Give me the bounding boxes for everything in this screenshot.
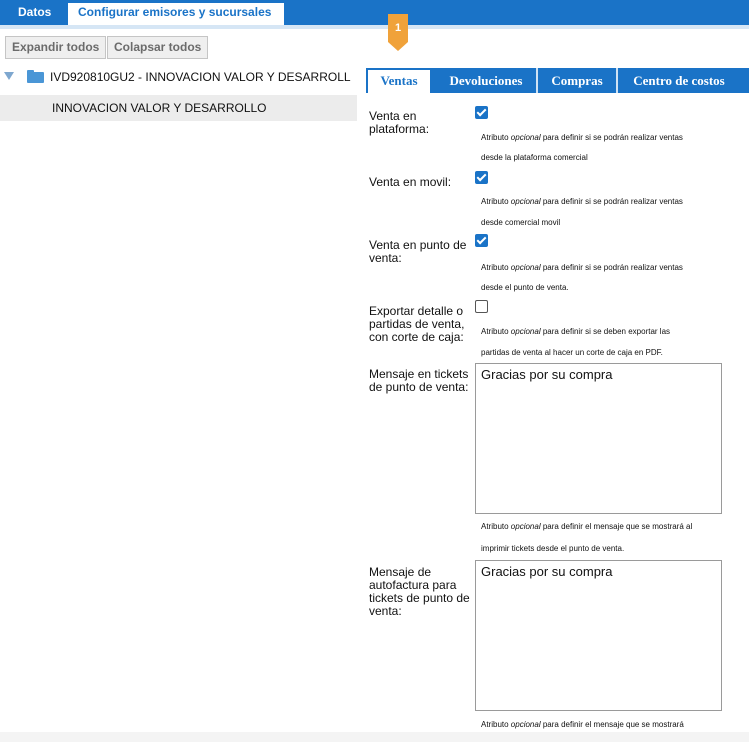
top-tab-bar-underline (0, 25, 749, 29)
mensaje-tickets-textarea[interactable]: Gracias por su compra (475, 363, 722, 514)
venta-plataforma-hint: Atributo opcional para definir si se podrán realizar ventas (481, 133, 683, 142)
tab-devoluciones[interactable]: Devoluciones (449, 73, 523, 88)
tree-node-root-label: IVD920810GU2 - INNOVACION VALOR Y DESARROLL (50, 70, 351, 84)
mensaje-autofactura-hint: Atributo opcional para definir el mensaje que se mostrará (481, 720, 684, 729)
chevron-down-icon[interactable] (4, 72, 14, 80)
venta-movil-checkbox[interactable] (475, 171, 488, 184)
collapse-all-button[interactable]: Colapsar todos (107, 36, 208, 59)
tab-centro-de-costos[interactable]: Centro de costos (633, 73, 725, 88)
callout-marker-number: 1 (394, 22, 402, 34)
mensaje-autofactura-textarea[interactable]: Gracias por su compra (475, 560, 722, 711)
venta-punto-checkbox[interactable] (475, 234, 488, 247)
tree-node-child[interactable] (0, 95, 357, 121)
mensaje-tickets-hint: Atributo opcional para definir el mensaje que se mostrará al (481, 522, 693, 531)
tab-configurar-emisores[interactable]: Configurar emisores y sucursales (68, 0, 284, 25)
folder-icon (27, 70, 44, 83)
tab-compras[interactable]: Compras (551, 73, 603, 88)
venta-plataforma-label: Venta en plataforma: (369, 109, 430, 136)
bottom-strip (0, 732, 749, 742)
exportar-detalle-hint-2: partidas de venta al hacer un corte de caja en PDF. (481, 348, 663, 357)
venta-punto-label: Venta en punto de venta: (369, 238, 467, 265)
expand-all-button[interactable]: Expandir todos (5, 36, 106, 59)
venta-punto-hint: Atributo opcional para definir si se podrán realizar ventas (481, 263, 683, 272)
mensaje-autofactura-label: Mensaje de autofactura para tickets de punto de venta: (369, 565, 470, 618)
exportar-detalle-hint: Atributo opcional para definir si se deben exportar las (481, 327, 671, 336)
venta-movil-hint: Atributo opcional para definir si se podrán realizar ventas (481, 197, 683, 206)
exportar-detalle-checkbox[interactable] (475, 300, 488, 313)
venta-plataforma-checkbox[interactable] (475, 106, 488, 119)
venta-movil-label: Venta en movil: (369, 175, 452, 189)
mensaje-tickets-label: Mensaje en tickets de punto de venta: (369, 367, 469, 394)
mensaje-tickets-hint-2: imprimir tickets desde el punto de venta. (481, 544, 625, 553)
tab-ventas[interactable]: Ventas (366, 68, 432, 93)
exportar-detalle-label: Exportar detalle o partidas de venta, con corte de caja: (369, 304, 465, 344)
venta-movil-hint-2: desde comercial movil (481, 218, 561, 227)
tree-node-root[interactable] (0, 64, 357, 90)
tree-node-child-label: INNOVACION VALOR Y DESARROLLO (52, 101, 267, 115)
callout-marker (388, 14, 408, 51)
tab-datos[interactable]: Datos (18, 5, 52, 19)
venta-punto-hint-2: desde el punto de venta. (481, 283, 569, 292)
venta-plataforma-hint-2: desde la plataforma comercial (481, 153, 588, 162)
